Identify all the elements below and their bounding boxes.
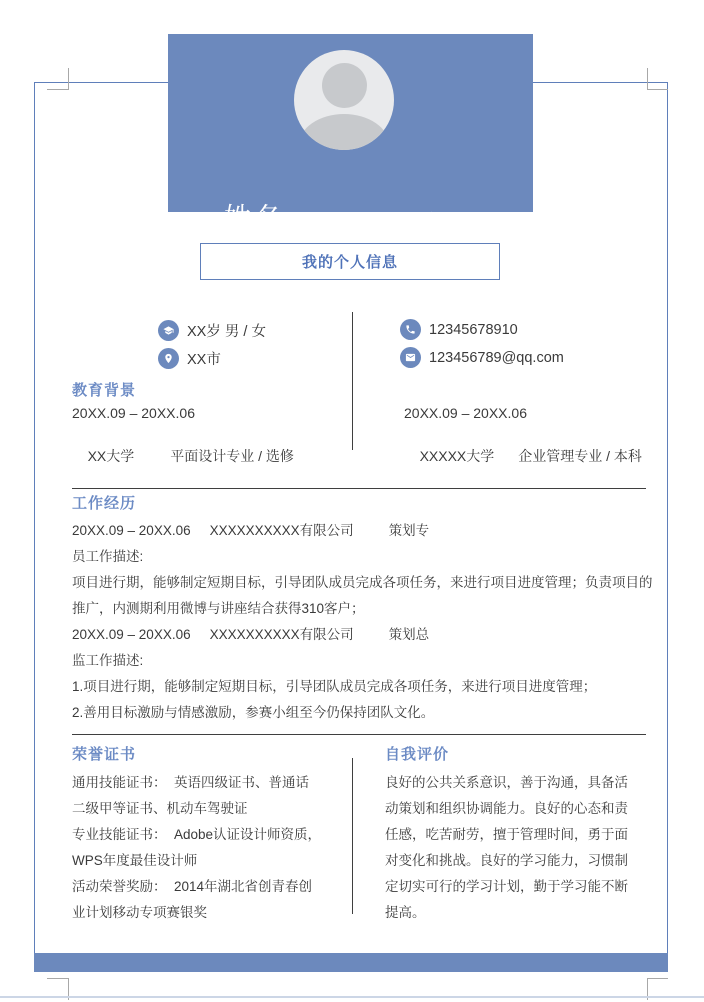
education-left-school: XX大学 (87, 448, 135, 464)
education-right-major: 企业管理专业 / 本科 (518, 448, 642, 464)
work-entry2-dates: 20XX.09 – 20XX.06 (72, 627, 191, 642)
crop-mark-top-left (47, 89, 68, 90)
header-card (168, 34, 533, 233)
section-divider-line (72, 734, 646, 735)
personal-info-title: 我的个人信息 (301, 254, 398, 271)
page-border-left (34, 82, 35, 953)
work-line: 推广，内测期利用微博与讲座结合获得310客户； (72, 601, 365, 616)
column-divider-personal (352, 312, 353, 450)
evaluation-line: 提高。 (385, 905, 426, 920)
honors-line: 专业技能证书： Adobe认证设计师资质， (72, 827, 322, 842)
email-text: 123456789@qq.com (429, 349, 564, 366)
honors-line: 二级甲等证书、机动车驾驶证 (72, 801, 248, 816)
personal-info-title-box (200, 243, 500, 280)
work-line: 项目进行期，能够制定短期目标，引导团队成员完成各项任务，来进行项目进度管理；负责项目的 (72, 575, 653, 590)
evaluation-line: 对变化和挑战。良好的学习能力，习惯制 (385, 853, 628, 868)
city-text: XX市 (187, 352, 221, 368)
phone-text: 12345678910 (429, 321, 518, 338)
honors-line: 活动荣誉奖励： 2014年湖北省创青春创 (72, 879, 313, 894)
honors-line: 业计划移动专项赛银奖 (72, 905, 207, 920)
job-intent-label: 求职意向: 应聘职位 (368, 212, 476, 226)
work-line (72, 518, 653, 544)
evaluation-section-title: 自我评价 (385, 746, 450, 763)
honors-section-title: 荣誉证书 (72, 746, 137, 763)
honors-block (72, 770, 321, 926)
work-line: 监工作描述: (72, 653, 144, 668)
education-right-detail (404, 430, 642, 482)
education-left-dates: 20XX.09 – 20XX.06 (72, 405, 195, 421)
evaluation-line: 动策划和组织协调能力。良好的心态和责 (385, 801, 628, 816)
section-divider-line (72, 488, 646, 489)
crop-mark-bottom-left (47, 978, 68, 979)
column-divider-bottom (352, 758, 353, 914)
page-border-right (667, 82, 668, 953)
evaluation-line: 任感，吃苦耐劳，擅于管理时间，勇于面 (385, 827, 628, 842)
work-line (72, 622, 653, 648)
education-section-title: 教育背景 (72, 382, 137, 399)
evaluation-line: 定切实可行的学习计划，勤于学习能不断 (385, 879, 628, 894)
page-bottom-edge (0, 996, 704, 998)
honors-line: WPS年度最佳设计师 (72, 853, 198, 868)
avatar-head-silhouette (322, 63, 367, 108)
candidate-name: 姓名 (224, 203, 284, 233)
education-right-school: XXXXX大学 (419, 448, 495, 464)
email-item (400, 347, 564, 368)
education-right-dates: 20XX.09 – 20XX.06 (404, 405, 527, 421)
graduation-cap-icon (158, 320, 179, 341)
work-line: 员工作描述: (72, 549, 144, 564)
city-item (158, 348, 221, 369)
phone-icon (400, 319, 421, 340)
email-icon (400, 347, 421, 368)
work-entry2-company: XXXXXXXXXX有限公司 (209, 627, 354, 642)
phone-item (400, 319, 518, 340)
avatar-shoulders-silhouette (299, 114, 389, 150)
education-left-detail (72, 430, 294, 482)
work-entry1-dates: 20XX.09 – 20XX.06 (72, 523, 191, 538)
crop-mark-top-right (647, 89, 668, 90)
avatar (294, 50, 394, 150)
crop-mark-top-right (647, 68, 648, 90)
age-gender-text: XX岁 男 / 女 (187, 324, 266, 340)
work-entry1-company: XXXXXXXXXX有限公司 (209, 523, 354, 538)
work-line: 1.项目进行期，能够制定短期目标，引导团队成员完成各项任务，来进行项目进度管理； (72, 679, 597, 694)
location-icon (158, 348, 179, 369)
footer-bar (34, 953, 668, 972)
education-left-major: 平面设计专业 / 选修 (170, 448, 294, 464)
age-gender-item (158, 320, 266, 341)
evaluation-block (385, 770, 628, 926)
work-section-title: 工作经历 (72, 495, 137, 512)
work-line: 2.善用目标激励与情感激励，参赛小组至今仍保持团队文化。 (72, 705, 435, 720)
crop-mark-bottom-right (647, 978, 668, 979)
work-entry1-role: 策划专 (388, 523, 430, 538)
honors-line: 通用技能证书： 英语四级证书、普通话 (72, 775, 310, 790)
work-experience-block (72, 518, 653, 726)
crop-mark-top-left (68, 68, 69, 90)
work-entry2-role: 策划总 (388, 627, 430, 642)
evaluation-line: 良好的公共关系意识，善于沟通，具备活 (385, 775, 628, 790)
